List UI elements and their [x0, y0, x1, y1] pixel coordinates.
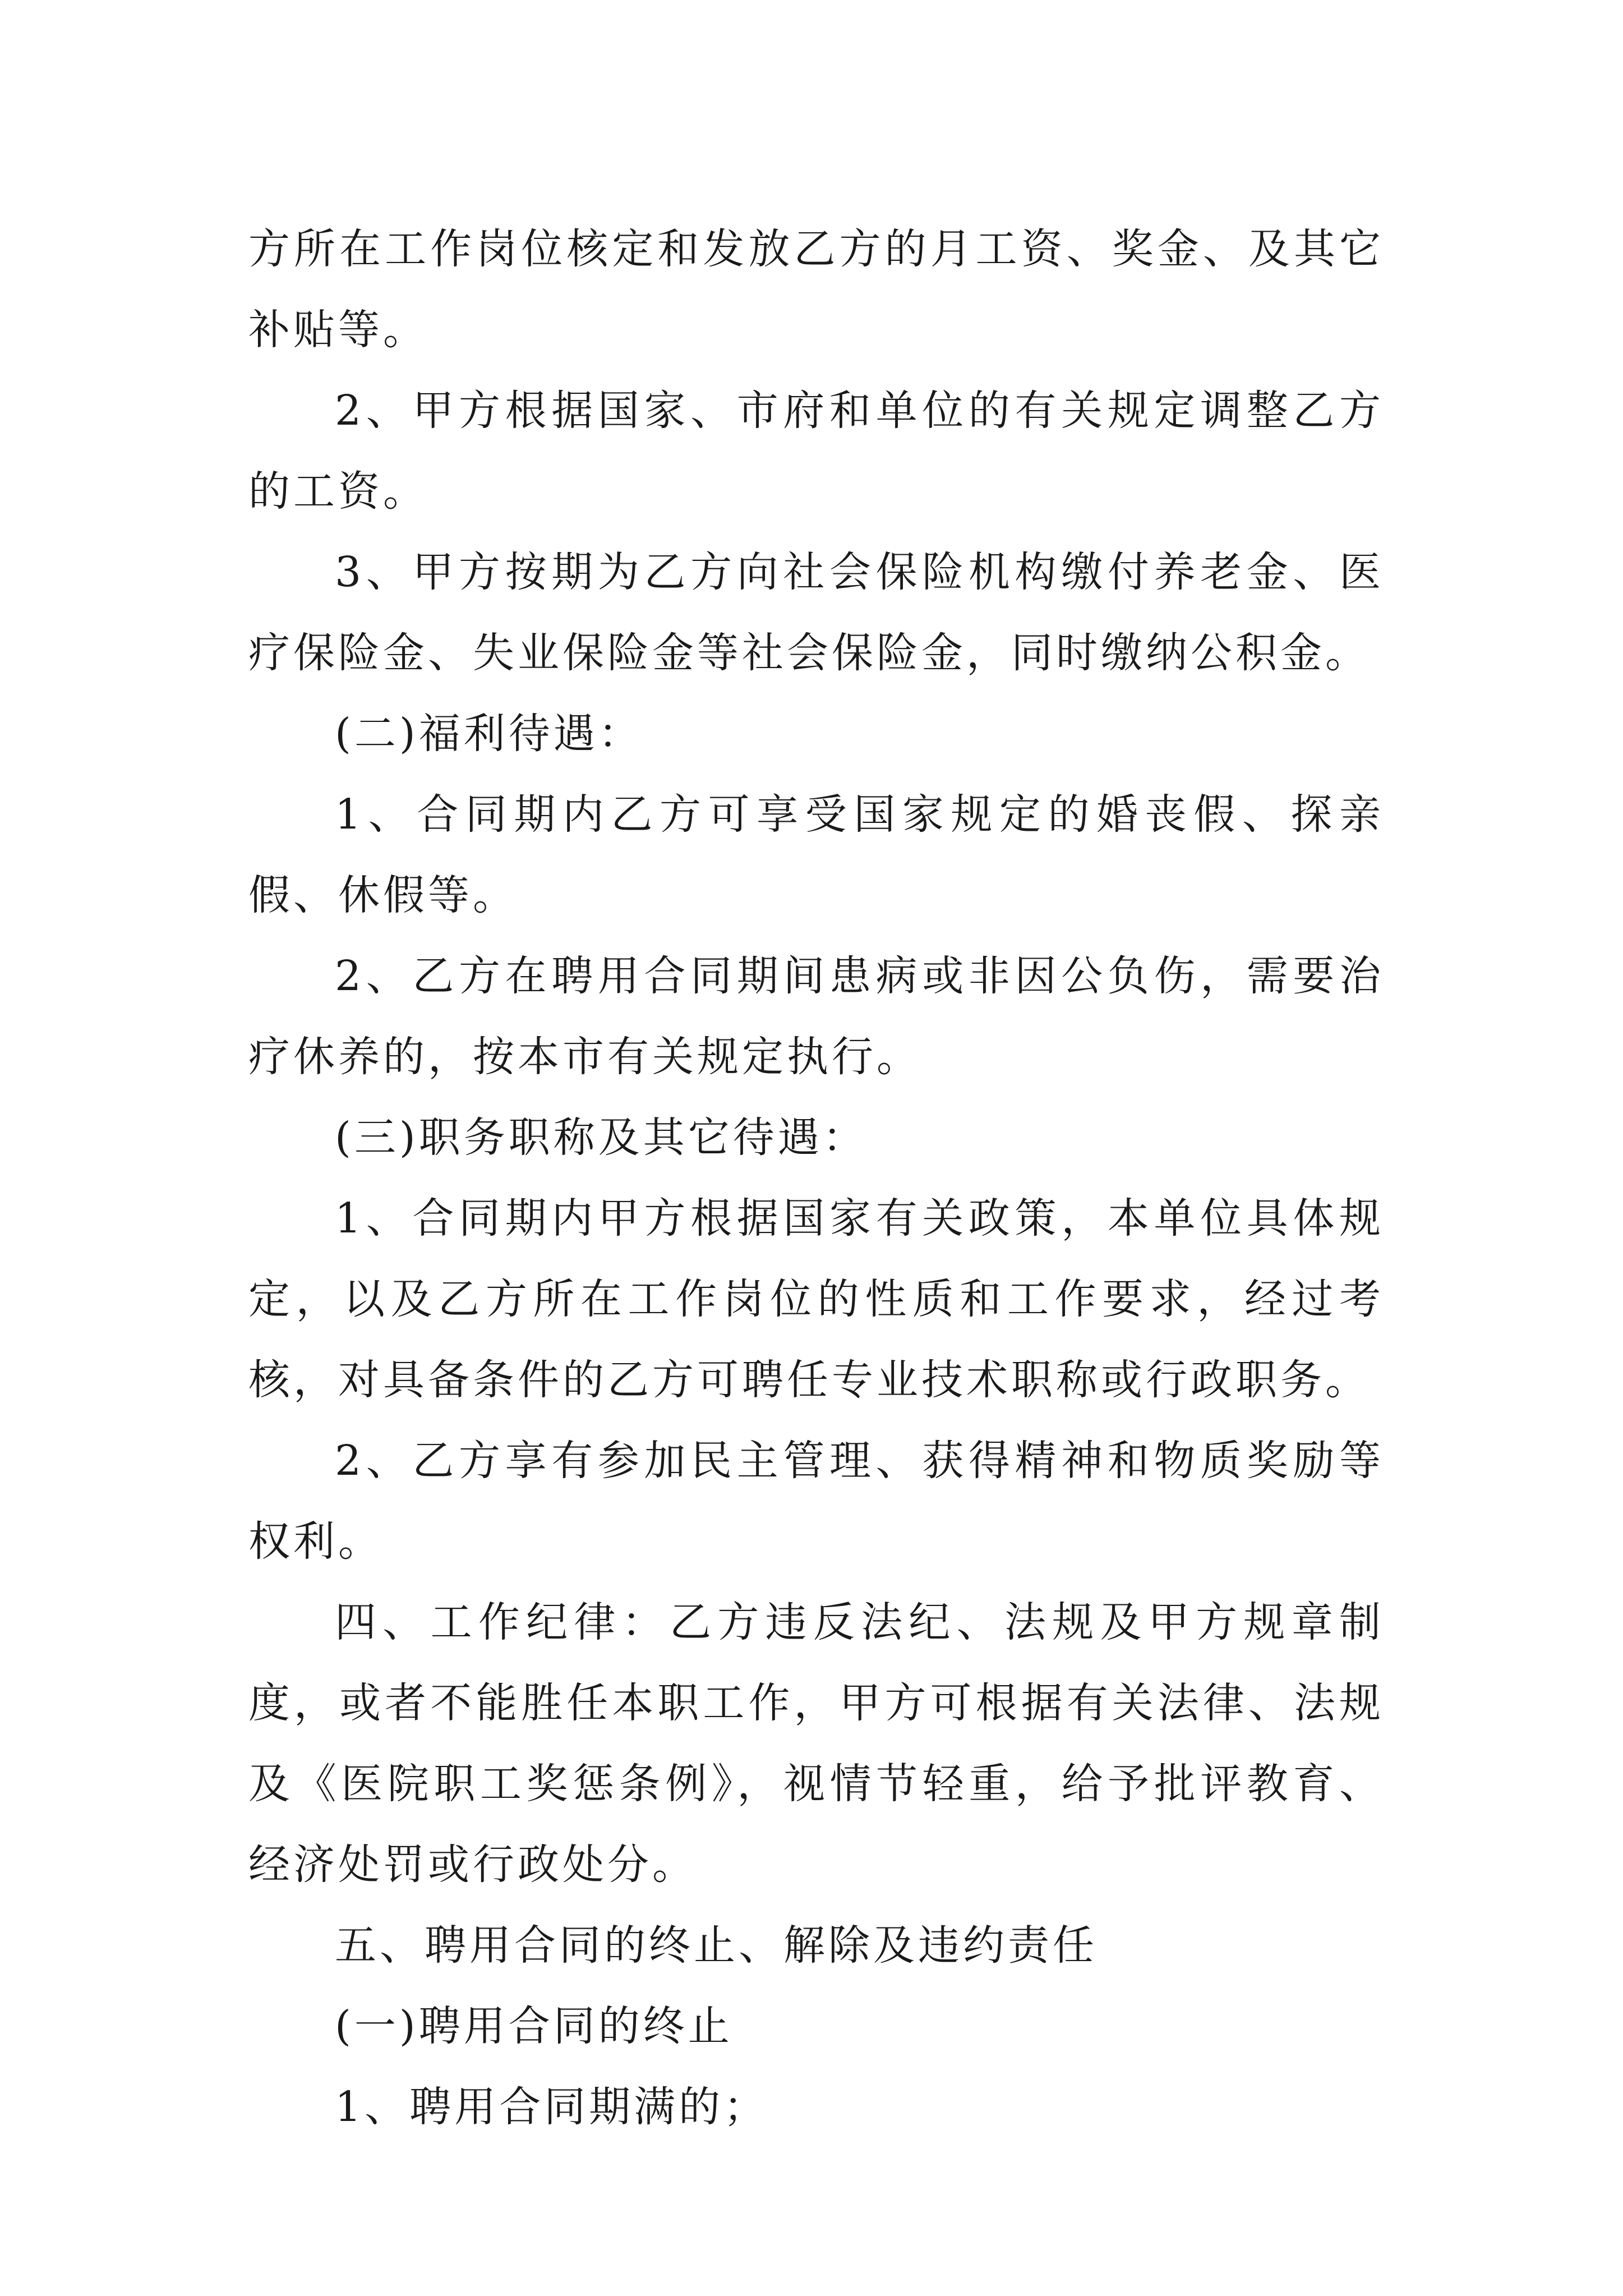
section-heading-termination: 五、聘用合同的终止、解除及违约责任	[335, 1921, 1098, 1970]
section-heading-welfare: (二)福利待遇：	[335, 710, 643, 758]
document-body	[248, 209, 1384, 2147]
paragraph-9: 2、乙方享有参加民主管理、获得精神和物质奖励等权利。	[248, 1437, 1384, 1566]
paragraph-1: 方所在工作岗位核定和发放乙方的月工资、奖金、及其它补贴等。	[248, 225, 1384, 354]
paragraph-work-discipline: 四、工作纪律：乙方违反法纪、法规及甲方规章制度，或者不能胜任本职工作，甲方可根据有关法律、法规及《医院职工奖惩条例》，视情节轻重，给予批评教育、经济处罚或行政处分。	[248, 1598, 1384, 1889]
paragraph-5: 1、合同期内乙方可享受国家规定的婚丧假、探亲假、休假等。	[248, 790, 1384, 919]
subsection-heading-termination: (一)聘用合同的终止	[335, 2002, 733, 2050]
section-heading-title-position: (三)职务职称及其它待遇：	[335, 1114, 868, 1162]
paragraph-8: 1、合同期内甲方根据国家有关政策，本单位具体规定，以及乙方所在工作岗位的性质和工作要求，经过考核，对具备条件的乙方可聘任专业技术职称或行政职务。	[248, 1194, 1384, 1404]
paragraph-2: 2、甲方根据国家、市府和单位的有关规定调整乙方的工资。	[248, 386, 1384, 516]
paragraph-13: 1、聘用合同期满的；	[335, 2083, 769, 2131]
paragraph-6: 2、乙方在聘用合同期间患病或非因公负伤，需要治疗休养的，按本市有关规定执行。	[248, 952, 1384, 1081]
paragraph-3: 3、甲方按期为乙方向社会保险机构缴付养老金、医疗保险金、失业保险金等社会保险金，同时缴纳公积金。	[248, 548, 1384, 677]
